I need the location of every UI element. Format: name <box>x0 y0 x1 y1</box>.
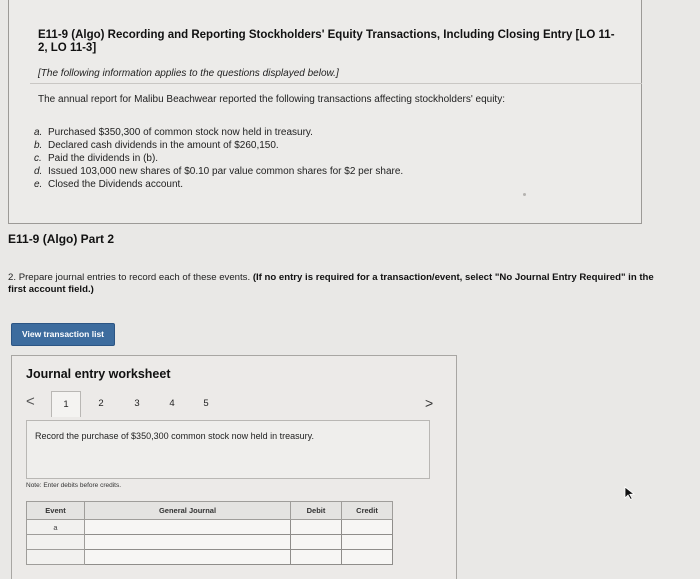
instruction-panel <box>26 420 430 479</box>
list-item: a. Purchased $350,300 of common stock now held in treasury. <box>34 127 313 138</box>
table-row <box>27 535 393 550</box>
credit-input[interactable] <box>342 520 393 535</box>
table-header-row <box>27 502 393 520</box>
table-row <box>27 520 393 535</box>
prev-icon[interactable]: < <box>26 393 35 410</box>
debit-header: Debit <box>291 502 342 520</box>
view-transaction-list-button[interactable]: View transaction list <box>11 323 115 346</box>
transaction-list <box>34 126 403 191</box>
instruction-text: Record the purchase of $350,300 common stock now held in treasury. <box>35 431 314 441</box>
debit-input[interactable] <box>291 535 342 550</box>
next-icon[interactable]: > <box>425 395 434 411</box>
event-cell <box>27 535 85 550</box>
event-header: Event <box>27 502 85 520</box>
list-item: b. Declared cash dividends in the amount of $260,150. <box>34 140 279 151</box>
tab-5[interactable]: 5 <box>203 398 209 409</box>
tab-3[interactable]: 3 <box>134 398 140 409</box>
debit-input[interactable] <box>291 520 342 535</box>
entry-note: Note: Enter debits before credits. <box>26 482 122 489</box>
list-item: d. Issued 103,000 new shares of $0.10 par value common shares for $2 per share. <box>34 166 404 177</box>
credit-header: Credit <box>342 502 393 520</box>
table-row <box>27 550 393 565</box>
list-item: c. Paid the dividends in (b). <box>34 153 159 164</box>
tab-1[interactable]: 1 <box>51 391 81 417</box>
tab-2[interactable]: 2 <box>98 398 104 409</box>
worksheet-title: Journal entry worksheet <box>26 367 171 381</box>
event-cell <box>27 550 85 565</box>
event-cell: a <box>27 520 85 535</box>
problem-title: E11-9 (Algo) Recording and Reporting Stockholders' Equity Transactions, Including Closing Entry [LO 11-2, LO 11-3] <box>38 29 615 54</box>
journal-table <box>26 501 392 565</box>
intro-text: The annual report for Malibu Beachwear reported the following transactions affecting stockholders' equity: <box>38 94 505 105</box>
list-item: e. Closed the Dividends account. <box>34 179 184 190</box>
account-select[interactable] <box>85 520 291 535</box>
credit-input[interactable] <box>342 550 393 565</box>
scroll-indicator <box>523 193 526 196</box>
tab-4[interactable]: 4 <box>169 398 175 409</box>
general-journal-header: General Journal <box>85 502 291 520</box>
question: 2. Prepare journal entries to record each of these events. (If no entry is required for a transaction/event, select "No Journal Entry Required" in the first account field.) <box>8 272 654 295</box>
credit-input[interactable] <box>342 535 393 550</box>
debit-input[interactable] <box>291 550 342 565</box>
part-title: E11-9 (Algo) Part 2 <box>8 232 115 246</box>
account-select[interactable] <box>85 535 291 550</box>
divider <box>30 83 642 84</box>
account-select[interactable] <box>85 550 291 565</box>
mouse-cursor-icon <box>624 486 636 500</box>
applies-note: [The following information applies to the questions displayed below.] <box>38 68 339 79</box>
